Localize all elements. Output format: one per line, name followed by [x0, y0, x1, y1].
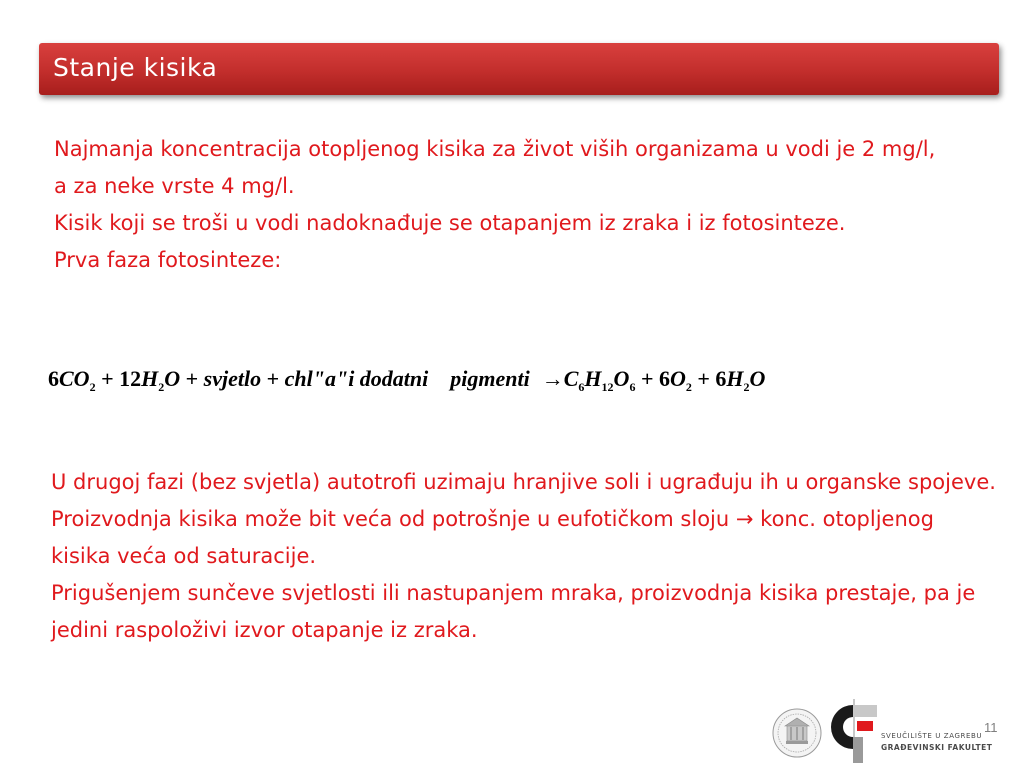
equation-arrow: →	[541, 366, 564, 391]
second-paragraph: Prigušenjem sunčeve svjetlosti ili nastupanjem mraka, proizvodnja kisika prestaje, pa je jedini raspoloživi izvor otapanje iz zraka.	[51, 581, 976, 642]
faculty-name: GRAĐEVINSKI FAKULTET	[881, 743, 993, 752]
equation-term: 6	[48, 366, 59, 391]
equation-subscript: 2	[158, 380, 165, 394]
equation-term: 6	[658, 366, 670, 391]
equation-subscript: 6	[578, 380, 585, 394]
faculty-name-block	[881, 731, 992, 755]
equation-subscript: 6	[629, 380, 636, 394]
equation-term: C	[563, 366, 579, 391]
slide-title: Stanje kisika	[53, 53, 218, 82]
second-phase-text-block	[51, 464, 996, 649]
university-name: SVEUČILIŠTE U ZAGREBU	[881, 732, 983, 740]
equation-term: CO	[59, 366, 90, 391]
equation-term: H	[584, 366, 602, 391]
photosynthesis-equation	[48, 364, 998, 402]
equation-term: 6	[715, 366, 727, 391]
equation-term: pigmenti	[450, 366, 530, 391]
slide-number: 11	[984, 720, 998, 735]
equation-term: O	[164, 366, 181, 391]
university-seal-icon	[772, 708, 822, 758]
equation-subscript: 2	[743, 380, 750, 394]
equation-term: H	[726, 366, 744, 391]
intro-paragraph: Prva faza fotosinteze:	[54, 248, 282, 272]
equation-term: 12	[119, 366, 142, 391]
equation-term: O	[613, 366, 630, 391]
equation-subscript: 2	[89, 380, 96, 394]
equation-operator: +	[95, 366, 120, 391]
equation-operator: +	[180, 366, 204, 391]
equation-operator: +	[635, 366, 659, 391]
faculty-logo-icon	[823, 697, 879, 765]
intro-text-block	[54, 131, 954, 279]
equation-operator: +	[691, 366, 716, 391]
equation-term: O	[749, 366, 766, 391]
second-paragraph: U drugoj fazi (bez svjetla) autotrofi uzimaju hranjive soli i ugrađuju ih u organske spojeve.	[51, 470, 996, 494]
second-paragraph: Proizvodnja kisika može bit veća od potrošnje u eufotičkom sloju → konc. otopljenog kisika veća od saturacije.	[51, 507, 934, 568]
equation-operator: +	[261, 366, 285, 391]
equation-term: svjetlo	[203, 366, 262, 391]
equation-term: O	[669, 366, 686, 391]
intro-paragraph: Kisik koji se troši u vodi nadoknađuje se otapanjem iz zraka i iz fotosinteze.	[54, 211, 846, 235]
intro-paragraph: Najmanja koncentracija otopljenog kisika za život viših organizama u vodi je 2 mg/l, a za neke vrste 4 mg/l.	[54, 137, 936, 198]
equation-subscript: 2	[685, 380, 692, 394]
equation-term: chl"a"i dodatni	[284, 366, 429, 391]
equation-subscript: 12	[601, 380, 614, 394]
slide-title-bar	[39, 43, 999, 95]
equation-term: H	[141, 366, 159, 391]
